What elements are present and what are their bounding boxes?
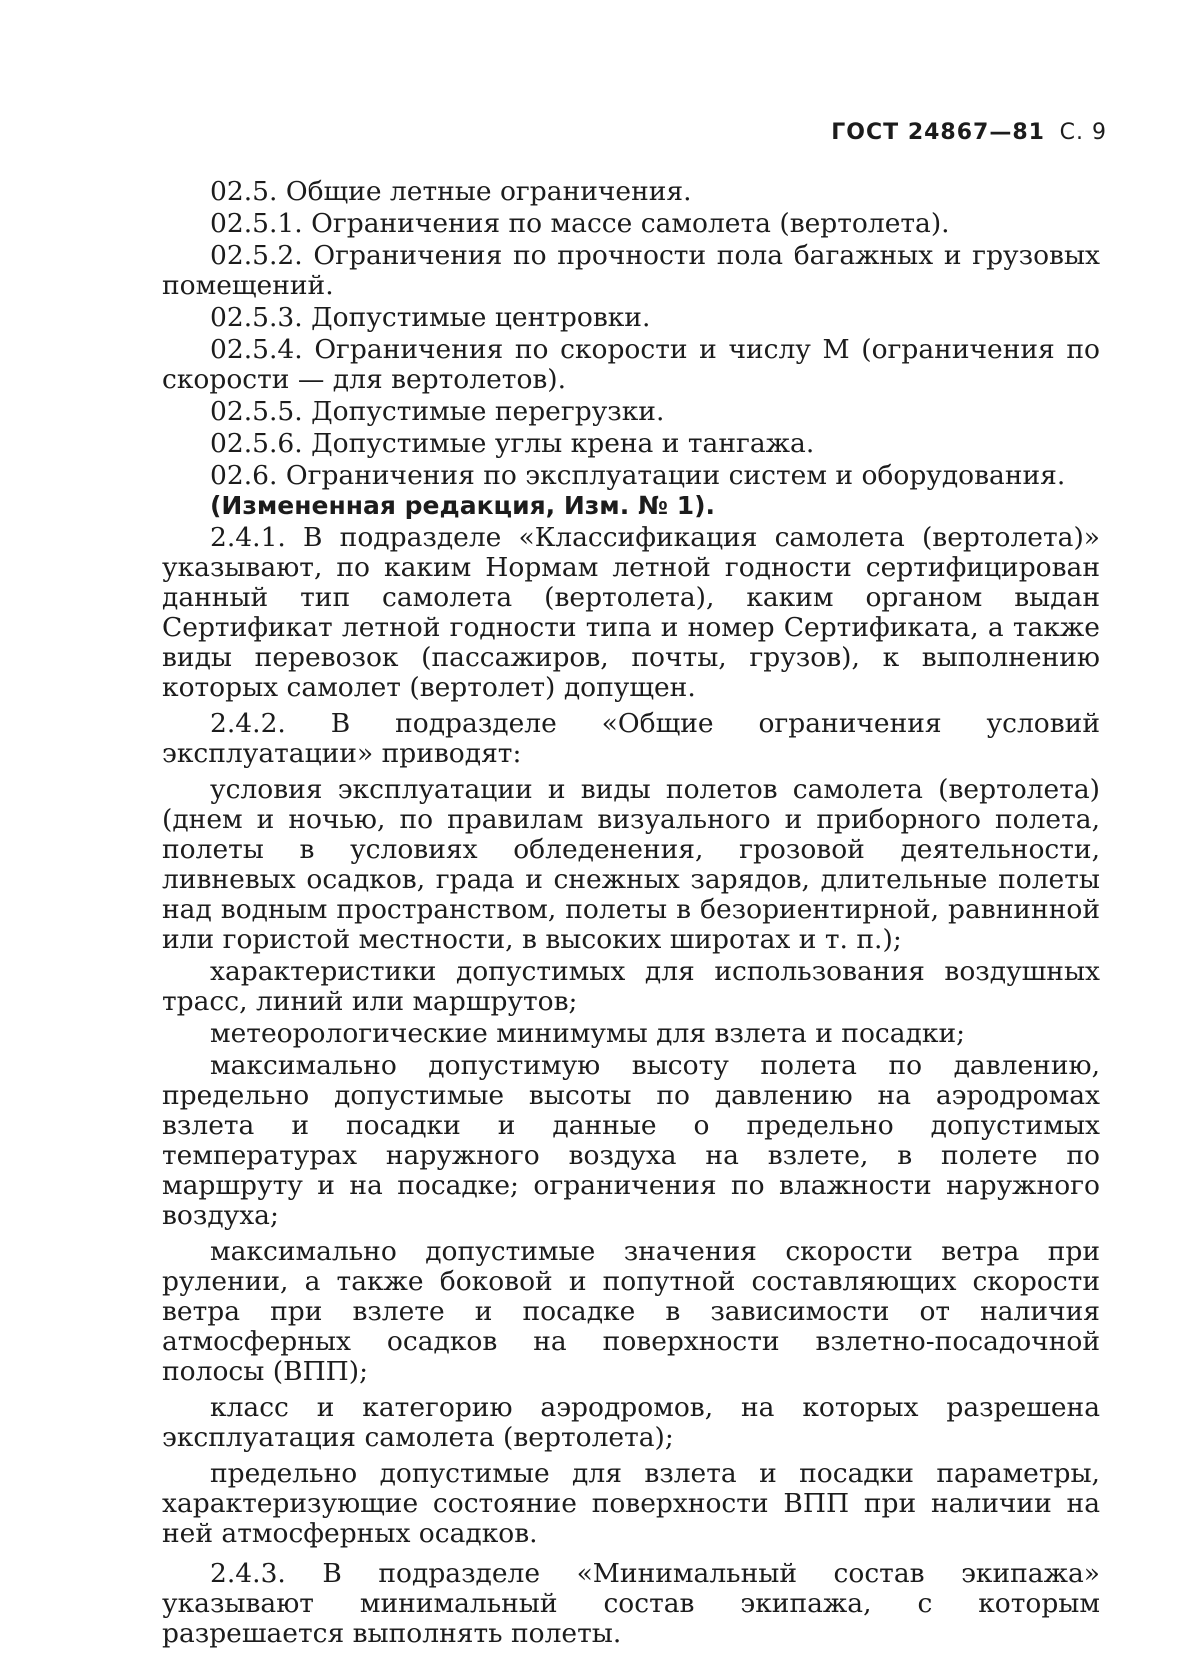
paragraph-02-5-2: 02.5.2. Ограничения по прочности пола багажных и грузовых помещений. <box>162 240 1100 301</box>
standard-number: ГОСТ 24867—81 <box>831 120 1045 145</box>
amendment-note: (Измененная редакция, Изм. № 1). <box>210 491 716 520</box>
paragraph-02-6: 02.6. Ограничения по эксплуатации систем и оборудования. <box>210 460 1066 491</box>
list-item-runway-parameters: предельно допустимые для взлета и посадки параметры, характеризующие состояние поверхности ВПП при наличии на ней атмосферных осадков. <box>162 1458 1100 1549</box>
list-item-air-routes: характеристики допустимых для использования воздушных трасс, линий или маршрутов; <box>162 956 1100 1017</box>
list-item-wind-limits: максимально допустимые значения скорости ветра при рулении, а также боковой и попутной составляющих скорости ветра при взлете и посадке в зависимости от наличия атмосферных осадков на поверхности взлетно-посадочной полосы (ВПП); <box>162 1236 1100 1387</box>
list-item-weather-minimums: метеорологические минимумы для взлета и посадки; <box>210 1018 966 1049</box>
paragraph-02-5: 02.5. Общие летные ограничения. <box>210 176 692 207</box>
list-item-aerodrome-class: класс и категорию аэродромов, на которых разрешена эксплуатация самолета (вертолета); <box>162 1392 1100 1453</box>
paragraph-02-5-3: 02.5.3. Допустимые центровки. <box>210 302 651 333</box>
paragraph-2-4-2: 2.4.2. В подразделе «Общие ограничения условий эксплуатации» приводят: <box>162 708 1100 769</box>
page-header <box>831 120 1107 145</box>
paragraph-2-4-1: 2.4.1. В подразделе «Классификация самолета (вертолета)» указывают, по каким Нормам летной годности сертифицирован данный тип самолета (вертолета), каким органом выдан Сертификат летной годности типа и номер Сертификата, а также виды перевозок (пассажиров, почты, грузов), к выполнению которых самолет (вертолет) допущен. <box>162 522 1100 703</box>
page-number: С. 9 <box>1059 120 1107 145</box>
paragraph-02-5-5: 02.5.5. Допустимые перегрузки. <box>210 396 665 427</box>
paragraph-2-4-3: 2.4.3. В подразделе «Минимальный состав экипажа» указывают минимальный состав экипажа, с которым разрешается выполнять полеты. <box>162 1558 1100 1649</box>
document-body <box>162 177 1100 1649</box>
paragraph-02-5-6: 02.5.6. Допустимые углы крена и тангажа. <box>210 428 815 459</box>
paragraph-02-5-4: 02.5.4. Ограничения по скорости и числу М (ограничения по скорости — для вертолетов). <box>162 334 1100 395</box>
paragraph-02-5-1: 02.5.1. Ограничения по массе самолета (вертолета). <box>210 208 950 239</box>
list-item-operating-conditions: условия эксплуатации и виды полетов самолета (вертолета) (днем и ночью, по правилам визуального и приборного полета, полеты в условиях обледенения, грозовой деятельности, ливневых осадков, града и снежных зарядов, длительные полеты над водным пространством, полеты в безориентирной, равнинной или гористой местности, в высоких широтах и т. п.); <box>162 774 1100 955</box>
list-item-altitude-limits: максимально допустимую высоту полета по давлению, предельно допустимые высоты по давлению на аэродромах взлета и посадки и данные о предельно допустимых температурах наружного воздуха на взлете, в полете по маршруту и на посадке; ограничения по влажности наружного воздуха; <box>162 1050 1100 1231</box>
